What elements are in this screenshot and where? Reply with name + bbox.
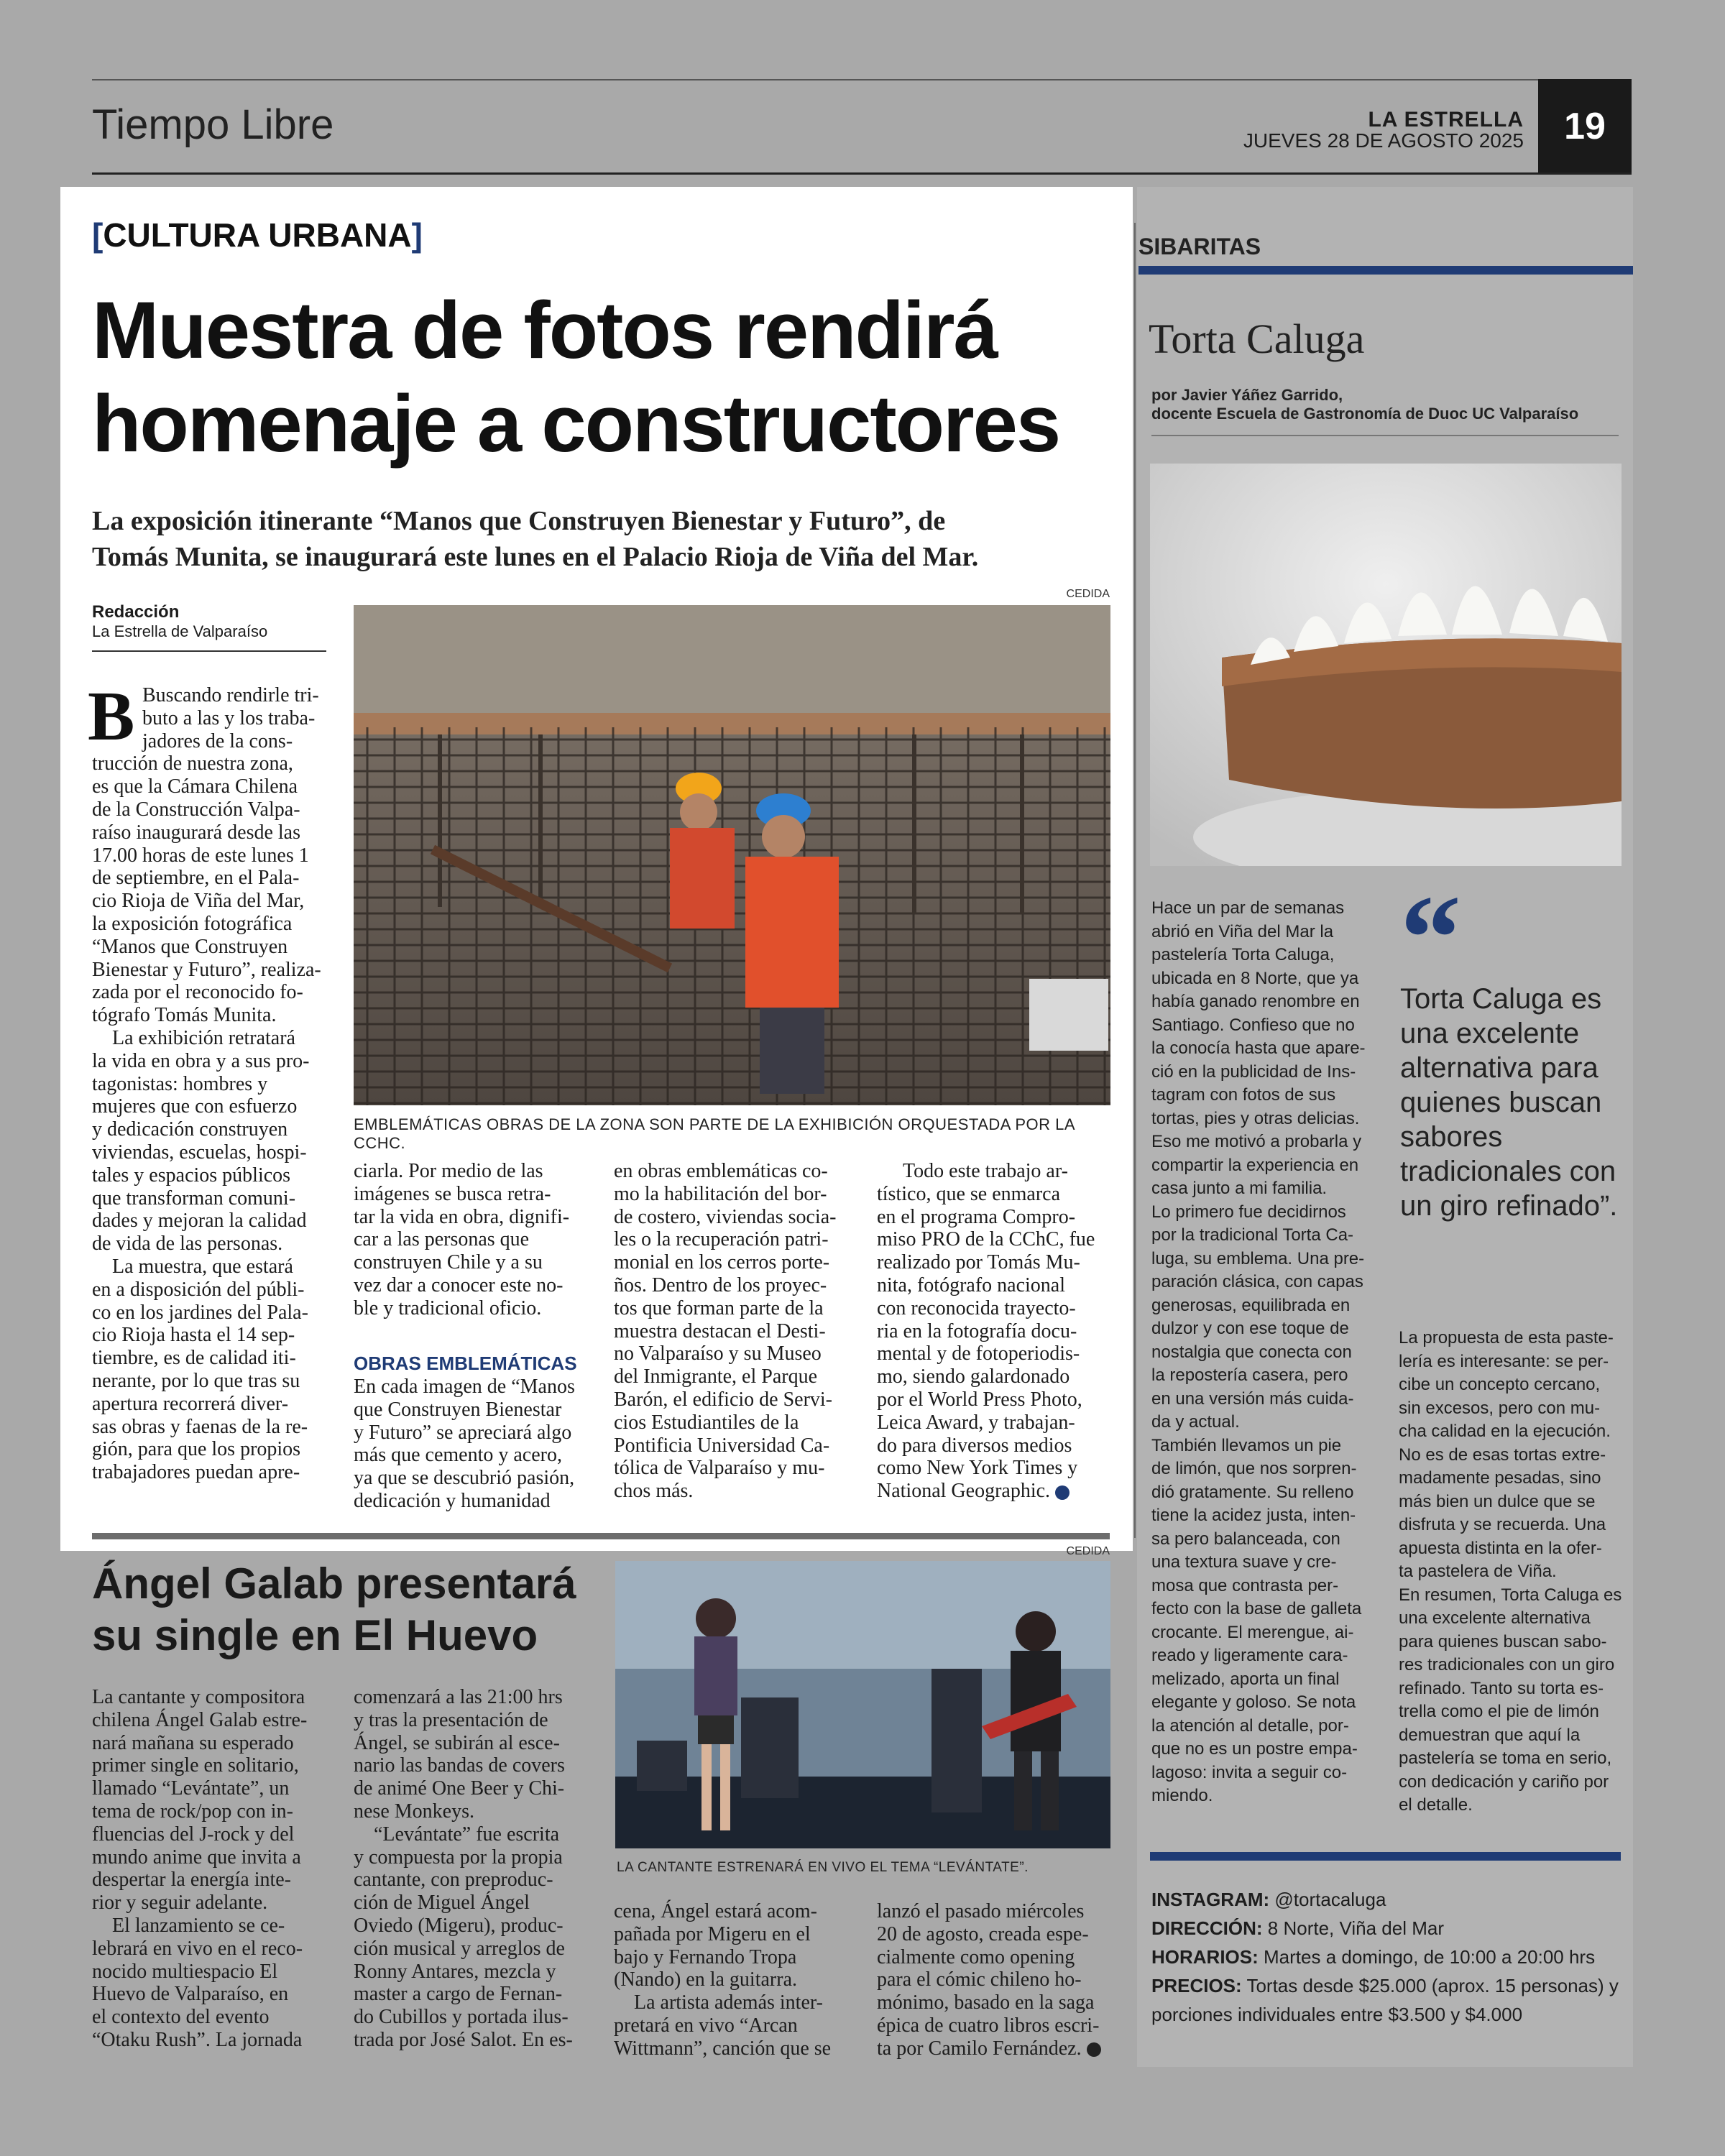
page-number: 19 xyxy=(1538,79,1632,175)
sidebar-rule xyxy=(1138,266,1633,275)
article-divider xyxy=(92,1533,1110,1539)
article-deck: La exposición itinerante “Manos que Construyen Bienestar y Futuro”, de Tomás Munita, se inaugurará este lunes en el Palacio Rioja de Viña del Mar. xyxy=(92,506,979,572)
byline-rule xyxy=(92,650,326,652)
sidebar-byline: por Javier Yáñez Garrido, xyxy=(1151,386,1343,404)
info-instagram: INSTAGRAM: @tortacaluga xyxy=(1151,1889,1386,1910)
info-prices-line2: porciones individuales entre $3.500 y $4.000 xyxy=(1151,2004,1523,2025)
second-article-column-3: cena, Ángel estará acom- pañada por Migeru en el bajo y Fernando Tropa (Nando) en la guitarra. La artista además inter- pretará en vivo “Arcan Wittmann”, canción que se xyxy=(614,1900,832,2060)
quote-mark-icon: “ xyxy=(1400,870,1461,1005)
article-kicker: [CULTURA URBANA] xyxy=(92,216,423,254)
article-subhead: OBRAS EMBLEMÁTICAS xyxy=(354,1353,577,1374)
second-article-column-2: comenzará a las 21:00 hrs y tras la presentación de Ángel, se subirán al esce- nario las bandas de covers de animé One Beer y Chi- nese Monkeys. “Levántate” fue escrita y compuesta por la propia cantante, con preproduc- ción de Miguel Ángel Oviedo (Migeru), produc- ción musical y arreglos de Ronny Antares, mezcla y master a cargo de Fernan- do Cubillos y portada ilus- trada por José Salot. En es- xyxy=(354,1686,573,2051)
second-photo-credit: CEDIDA xyxy=(1066,1545,1110,1557)
publication-date: JUEVES 28 DE AGOSTO 2025 xyxy=(1243,129,1524,152)
concert-photo xyxy=(615,1561,1110,1848)
drop-cap: B xyxy=(88,678,135,755)
second-article-column-1: La cantante y compositora chilena Ángel Galab estre- nará mañana su esperado primer single en solitario, llamado “Levántate”, un tema de rock/pop con in- fluencias del J-rock y del mundo anime que invita a despertar la energía inte- rior y seguir adelante. El lanzamiento se ce- lebrará en vivo en el reco- nocido multiespacio El Huevo de Valparaíso, en el contexto del evento “Otaku Rush”. La jornada xyxy=(92,1686,308,2051)
byline-name: Redacción xyxy=(92,602,180,622)
construction-photo xyxy=(354,605,1110,1105)
top-rule xyxy=(92,79,1632,80)
photo-caption: EMBLEMÁTICAS OBRAS DE LA ZONA SON PARTE DE LA EXHIBICIÓN ORQUESTADA POR LA CCHC. xyxy=(354,1115,1075,1152)
article-column-2b: En cada imagen de “Manos que Construyen Bienestar y Futuro” se apreciará algo más que cemento y acero, ya que se descubrió pasión, dedicación y humanidad xyxy=(354,1376,575,1512)
sidebar-title: Torta Caluga xyxy=(1149,315,1365,362)
end-mark-icon xyxy=(1087,2042,1101,2057)
end-mark-icon xyxy=(1055,1485,1070,1500)
article-headline: Muestra de fotos rendirá homenaje a constructores xyxy=(92,285,1060,469)
sidebar-column-1: Hace un par de semanas abrió en Viña del Mar la pastelería Torta Caluga, ubicada en 8 Norte, que ya había ganado renombre en Santiago. Confieso que no la conocía hasta que apare- ció en la publicidad de Ins- tagram con fotos de sus tortas, pies y otras delicias. Eso me motivó a probarla y compartir la experiencia en casa junto a mi familia. Lo primero fue decidirnos por la tradicional Torta Ca- luga, su emblema. Una pre- paración clásica, con capas generosas, equilibrada en dulzor y con ese toque de nostalgia que conecta con la repostería casera, pero en una versión más cuida- da y actual. También llevamos un pie de limón, que nos sorpren- dió gratamente. Su relleno tiene la acidez justa, inten- sa pero balanceada, con una textura suave y cre- mosa que contrasta per- fecto con la base de galleta crocante. El merengue, ai- reado y ligeramente cara- melizado, aporta un final elegante y goloso. Se nota la atención al detalle, por- que no es un postre empa- lagoso: invita a seguir co- miendo. xyxy=(1151,898,1366,1805)
second-article-column-4: lanzó el pasado miércoles 20 de agosto, creada espe- cialmente como opening para el cómic chileno ho- mónimo, basado en la saga épica de cuatro libros escri- ta por Camilo Fernández. xyxy=(877,1900,1111,2060)
publication-name: LA ESTRELLA xyxy=(1368,108,1524,132)
photo-credit: CEDIDA xyxy=(1066,588,1110,600)
column-divider xyxy=(1134,223,1136,1538)
info-address: DIRECCIÓN: 8 Norte, Viña del Mar xyxy=(1151,1917,1444,1939)
sidebar-byline-rule xyxy=(1151,435,1619,436)
article-column-3: en obras emblemáticas co- mo la habilitación del bor- de costero, viviendas socia- les o la recuperación patri- monial en los cerros porte- ños. Dentro de los proyec- tos que forman parte de la muestra destacan el Desti- no Valparaíso y su Museo del Inmigrante, el Parque Barón, el edificio de Servi- cios Estudiantiles de la Pontificia Universidad Ca- tólica de Valparaíso y mu- chos más. xyxy=(614,1160,837,1503)
pull-quote: Torta Caluga es una excelente alternativa para quienes buscan sabores tradicionales con un giro refinado”. xyxy=(1400,983,1618,1222)
sidebar-byline-role: docente Escuela de Gastronomía de Duoc UC Valparaíso xyxy=(1151,405,1579,423)
byline-org: La Estrella de Valparaíso xyxy=(92,622,268,640)
header-rule xyxy=(92,172,1632,175)
article-column-1: Buscando rendirle tri- buto a las y los traba- jadores de la cons- trucción de nuestra zona, es que la Cámara Chilena de la Construcción Valpa- raíso inaugurará desde las 17.00 horas de este lunes 1 de septiembre, en el Pala- cio Rioja de Viña del Mar, la exposición fotográfica “Manos que Construyen Bienestar y Futuro”, realiza- zada por el reconocido fo- tógrafo Tomás Munita. La exhibición retratará la vida en obra y a sus pro- tagonistas: hombres y mujeres que con esfuerzo y dedicación construyen viviendas, escuelas, hospi- tales y espacios públicos que transforman comuni- dades y mejoran la calidad de vida de las personas. La muestra, que estará en a disposición del públi- co en los jardines del Pala- cio Rioja hasta el 14 sep- tiembre, es de calidad iti- nerante, por lo que tras su apertura recorrerá diver- sas obras y faenas de la re- gión, para que los propios trabajadores puedan apre- xyxy=(92,684,321,1484)
sidebar-label: SIBARITAS xyxy=(1138,234,1261,259)
cake-photo xyxy=(1150,464,1622,866)
article-column-2: ciarla. Por medio de las imágenes se busca retra- tar la vida en obra, dignifi- car a las personas que construyen Chile y a su vez dar a conocer este no- ble y tradicional oficio. xyxy=(354,1160,570,1319)
section-name: Tiempo Libre xyxy=(92,101,334,148)
sidebar-column-2: La propuesta de esta paste- lería es interesante: se per- cibe un concepto cercano, sin excesos, pero con mu- cha calidad en la ejecución. No es de esas tortas extre- madamente pesadas, sino más bien un dulce que se disfruta y se recuerda. Una apuesta distinta en la ofer- ta pastelera de Viña. En resumen, Torta Caluga es una excelente alternativa para quienes buscan sabo- res tradicionales con un giro refinado. Tanto su torta es- trella como el pie de limón demuestran que aquí la pastelería se toma en serio, con dedicación y cariño por el detalle. xyxy=(1399,1328,1622,1815)
info-hours: HORARIOS: Martes a domingo, de 10:00 a 20:00 hrs xyxy=(1151,1946,1596,1968)
article-column-4: Todo este trabajo ar- tístico, que se enmarca en el programa Compro- miso PRO de la CChC, fue realizado por Tomás Mu- nita, fotógrafo nacional con reconocida trayecto- ria en la fotografía docu- mental y de fotoperiodis- mo, siendo galardonado por el World Press Photo, Leica Award, y trabajan- do para diversos medios como New York Times y National Geographic. xyxy=(877,1160,1095,1503)
info-prices: PRECIOS: Tortas desde $25.000 (aprox. 15 personas) y xyxy=(1151,1975,1619,1996)
info-rule xyxy=(1150,1852,1621,1861)
second-photo-caption: LA CANTANTE ESTRENARÁ EN VIVO EL TEMA “LEVÁNTATE”. xyxy=(617,1860,1029,1875)
second-article-headline: Ángel Galab presentará su single en El Huevo xyxy=(92,1560,576,1659)
